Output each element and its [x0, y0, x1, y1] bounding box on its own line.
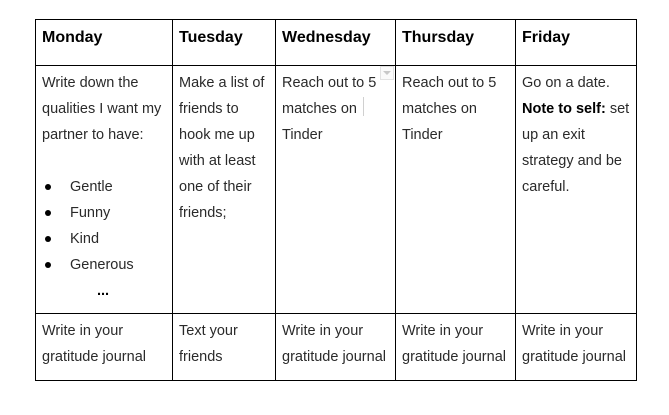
monday-intro: Write down the qualities I want my partner to have:	[42, 75, 162, 143]
plan-row	[36, 66, 637, 314]
thursday-plan-text: Reach out to 5 matches on Tinder	[402, 75, 497, 143]
header-cell-monday[interactable]	[36, 20, 173, 66]
daily-text-friday: Write in your gratitude journal	[522, 323, 626, 365]
plan-cell-tuesday[interactable]	[173, 66, 276, 314]
daily-cell-friday[interactable]	[516, 314, 637, 381]
daily-text-wednesday: Write in your gratitude journal	[282, 323, 386, 365]
day-label-monday: Monday	[42, 29, 103, 46]
plan-cell-friday[interactable]	[516, 66, 637, 314]
list-item: Funny	[42, 200, 166, 226]
plan-cell-thursday[interactable]	[396, 66, 516, 314]
cell-menu-button[interactable]	[380, 66, 394, 80]
daily-row	[36, 314, 637, 381]
day-label-friday: Friday	[522, 29, 571, 46]
daily-cell-tuesday[interactable]	[173, 314, 276, 381]
note-label: Note to self:	[522, 101, 606, 117]
daily-cell-wednesday[interactable]	[276, 314, 396, 381]
day-label-thursday: Thursday	[402, 29, 475, 46]
header-cell-wednesday[interactable]	[276, 20, 396, 66]
wednesday-plan-text: Reach out to 5 matches on Tinder	[282, 75, 377, 143]
note-text: set up an exit strategy and be careful.	[522, 101, 630, 195]
daily-text-tuesday: Text your friends	[179, 323, 238, 365]
daily-cell-monday[interactable]	[36, 314, 173, 381]
chevron-down-icon	[383, 71, 391, 75]
day-label-tuesday: Tuesday	[179, 29, 243, 46]
text-cursor	[363, 97, 364, 116]
list-item: Kind	[42, 226, 166, 252]
daily-cell-thursday[interactable]	[396, 314, 516, 381]
plan-cell-monday[interactable]	[36, 66, 173, 314]
list-item: Gentle	[42, 174, 166, 200]
list-item: Generous	[42, 252, 166, 278]
daily-text-thursday: Write in your gratitude journal	[402, 323, 506, 365]
header-cell-tuesday[interactable]	[173, 20, 276, 66]
plan-cell-wednesday[interactable]	[276, 66, 396, 314]
friday-plan-text: Go on a date.	[522, 75, 610, 91]
header-cell-thursday[interactable]	[396, 20, 516, 66]
tuesday-plan-text: Make a list of friends to hook me up with at least one of their friends;	[179, 75, 265, 221]
weekly-plan-table	[35, 19, 637, 381]
header-cell-friday[interactable]	[516, 20, 637, 66]
day-label-wednesday: Wednesday	[282, 29, 371, 46]
header-row	[36, 20, 637, 66]
qualities-list	[42, 174, 166, 278]
daily-text-monday: Write in your gratitude journal	[42, 323, 146, 365]
qualities-ellipsis: ...	[97, 283, 110, 299]
